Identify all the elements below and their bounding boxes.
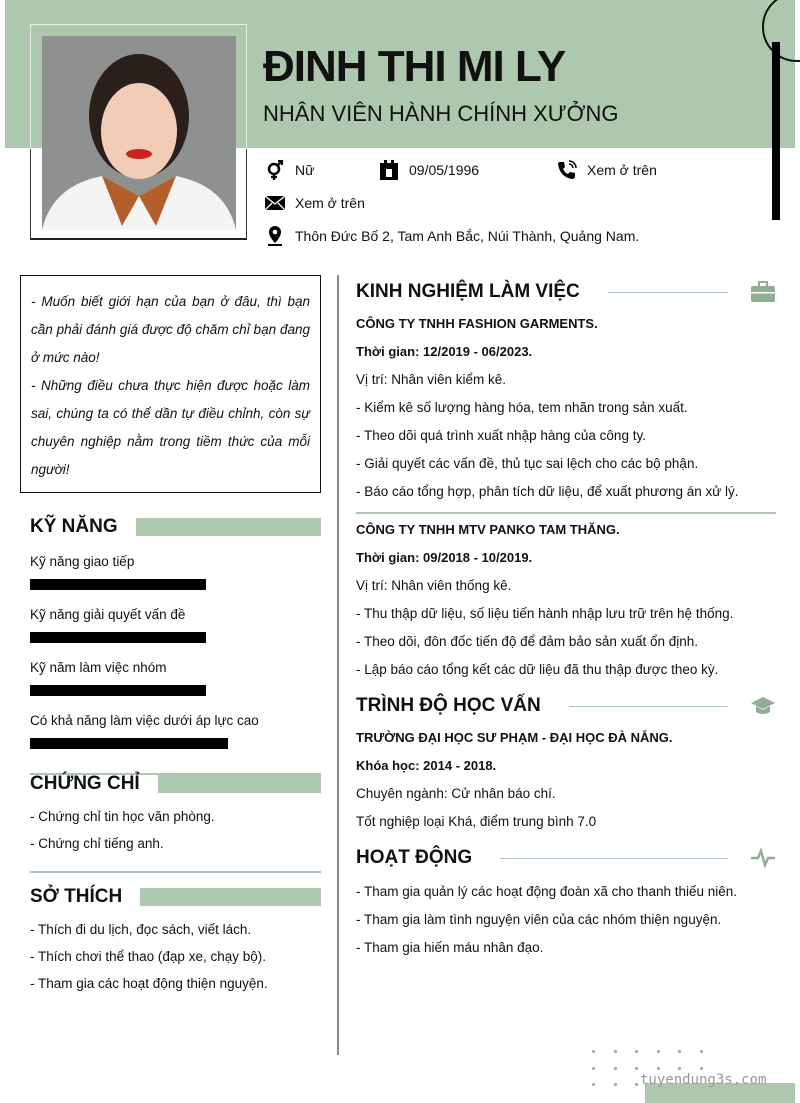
gender-info	[265, 160, 314, 180]
dob-value: 09/05/1996	[409, 162, 480, 178]
heading-bar	[136, 518, 321, 536]
skill-label: Có khả năng làm việc dưới áp lực cao	[30, 713, 259, 728]
education-line: Chuyên ngành: Cử nhân báo chí.	[356, 786, 556, 801]
briefcase-icon	[750, 281, 776, 303]
skills-heading-text: KỸ NĂNG	[30, 516, 118, 537]
activity-item: - Tham gia hiến máu nhân đạo.	[356, 940, 544, 955]
hobby-item: - Thích đi du lịch, đọc sách, viết lách.	[30, 922, 252, 937]
hobby-item: - Tham gia các hoạt động thiện nguyện.	[30, 976, 268, 991]
skill-item	[30, 607, 321, 643]
job-line: - Thu thập dữ liệu, số liệu tiến hành nhập lưu trữ trên hệ thống.	[356, 606, 734, 621]
education-heading	[356, 692, 776, 720]
experience-heading-text: KINH NGHIỆM LÀM VIỆC	[356, 281, 580, 302]
job-period: Thời gian: 12/2019 - 06/2023.	[356, 344, 533, 359]
job-entry	[356, 310, 776, 506]
column-divider	[337, 275, 339, 1055]
activities-heading	[356, 844, 776, 872]
job-title: NHÂN VIÊN HÀNH CHÍNH XƯỞNG	[263, 101, 619, 126]
skill-item	[30, 660, 321, 696]
skill-level-bar	[30, 579, 206, 590]
right-column	[356, 278, 776, 962]
job-entry	[356, 516, 776, 684]
course-period: Khóa học: 2014 - 2018.	[356, 758, 497, 773]
email-info	[265, 193, 365, 213]
job-line: - Báo cáo tổng hợp, phân tích dữ liệu, để xuất phương án xử lý.	[356, 484, 739, 499]
quote-box	[20, 275, 321, 493]
company-name: CÔNG TY TNHH FASHION GARMENTS.	[356, 316, 598, 331]
activity-item: - Tham gia quản lý các hoạt động đoàn xã cho thanh thiếu niên.	[356, 884, 738, 899]
job-line: - Giải quyết các vấn đề, thủ tục sai lệch cho các bộ phận.	[356, 456, 699, 471]
education-entry	[356, 724, 776, 836]
skill-label: Kỹ năng giao tiếp	[30, 554, 135, 569]
skill-level-bar	[30, 685, 206, 696]
certificates-heading-text: CHỨNG CHỈ	[30, 773, 140, 794]
section-separator	[30, 871, 321, 873]
activities-heading-text: HOẠT ĐỘNG	[356, 847, 473, 868]
graduation-cap-icon	[750, 695, 776, 717]
job-line: - Theo dõi, đôn đốc tiến độ để đảm bảo sản xuất ổn định.	[356, 634, 698, 649]
gender-value: Nữ	[295, 162, 315, 178]
heading-line	[569, 706, 728, 707]
gender-icon	[265, 160, 285, 180]
job-line: Vị trí: Nhân viên kiểm kê.	[356, 372, 507, 387]
skill-label: Kỹ năm làm việc nhóm	[30, 660, 167, 675]
certificate-item: - Chứng chỉ tiếng anh.	[30, 836, 164, 851]
heading-bar	[140, 888, 321, 906]
school-name: TRƯỜNG ĐẠI HỌC SƯ PHẠM - ĐẠI HỌC ĐÀ NẴNG.	[356, 730, 673, 745]
heading-bar	[158, 775, 321, 793]
certificates-section	[30, 773, 321, 873]
hobbies-heading	[30, 886, 321, 908]
envelope-icon	[265, 193, 285, 213]
activities-list	[356, 878, 776, 962]
candidate-name: ĐINH THI MI LY	[263, 42, 566, 91]
quote-line: - Những điều chưa thực hiện được hoặc làm sai, chúng ta có thể dần tự điều chỉnh, còn sự chuyên nghiệp nằm trong tiềm thức của mỗi người!	[31, 378, 310, 477]
decor-bar	[772, 42, 780, 220]
phone-value: Xem ở trên	[587, 162, 657, 178]
company-name: CÔNG TY TNHH MTV PANKO TAM THĂNG.	[356, 522, 620, 537]
skill-item	[30, 713, 321, 749]
phone-info	[557, 160, 657, 180]
job-line: - Lập báo cáo tổng kết các dữ liệu đã thu thập được theo kỳ.	[356, 662, 719, 677]
dob-info	[379, 160, 479, 180]
section-separator	[356, 512, 776, 514]
skill-level-bar	[30, 738, 228, 749]
skills-section	[30, 516, 321, 775]
skill-label: Kỹ năng giải quyết vấn đề	[30, 607, 186, 622]
skill-item	[30, 554, 321, 590]
skills-heading	[30, 516, 321, 538]
pulse-icon	[750, 847, 776, 869]
certificate-item: - Chứng chỉ tin học văn phòng.	[30, 809, 215, 824]
location-pin-icon	[265, 226, 285, 246]
hobbies-heading-text: SỞ THÍCH	[30, 886, 123, 907]
skill-level-bar	[30, 632, 206, 643]
certificates-heading	[30, 773, 321, 795]
job-line: - Theo dõi quá trình xuất nhập hàng của công ty.	[356, 428, 646, 443]
experience-heading	[356, 278, 776, 306]
hobby-item: - Thích chơi thể thao (đạp xe, chạy bộ).	[30, 949, 266, 964]
quote-line: - Muốn biết giới hạn của bạn ở đâu, thì bạn cần phải đánh giá được độ chăm chỉ bạn đang ở mức nào!	[31, 294, 310, 365]
job-line: - Kiểm kê số lượng hàng hóa, tem nhãn trong sản xuất.	[356, 400, 688, 415]
profile-photo	[42, 36, 236, 230]
address-value: Thôn Đức Bố 2, Tam Anh Bắc, Núi Thành, Quảng Nam.	[295, 228, 640, 244]
phone-icon	[557, 160, 577, 180]
education-heading-text: TRÌNH ĐỘ HỌC VẤN	[356, 695, 541, 716]
email-value: Xem ở trên	[295, 195, 365, 211]
heading-line	[608, 292, 728, 293]
education-line: Tốt nghiệp loại Khá, điểm trung bình 7.0	[356, 814, 597, 829]
job-line: Vị trí: Nhân viên thống kê.	[356, 578, 512, 593]
watermark: tuyendung3s.com	[640, 1072, 767, 1088]
activity-item: - Tham gia làm tình nguyện viên của các nhóm thiện nguyện.	[356, 912, 722, 927]
calendar-icon	[379, 160, 399, 180]
hobbies-section	[30, 886, 321, 991]
job-period: Thời gian: 09/2018 - 10/2019.	[356, 550, 533, 565]
address-info	[265, 226, 639, 246]
heading-line	[500, 858, 728, 859]
